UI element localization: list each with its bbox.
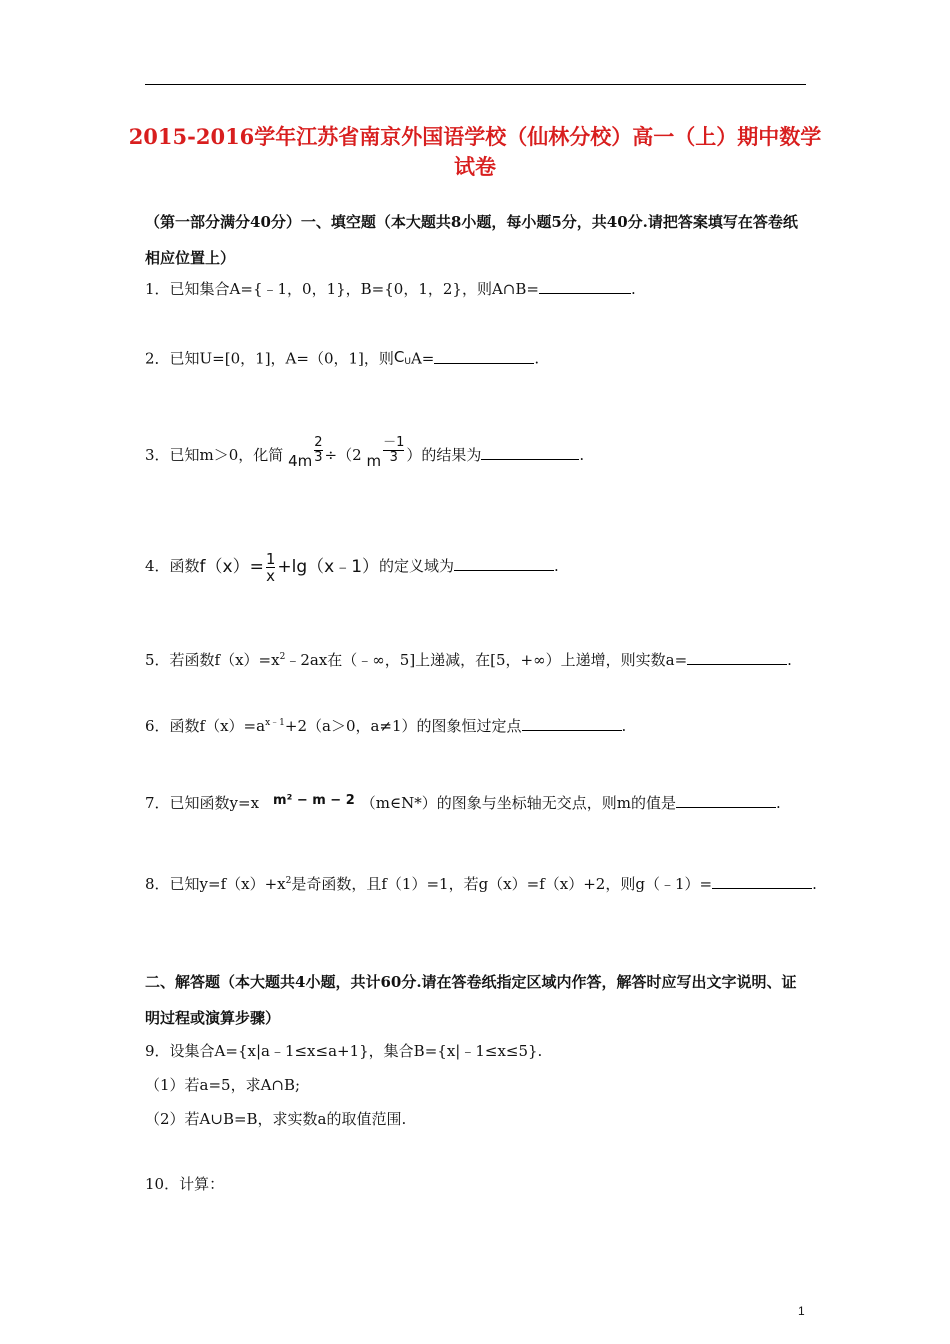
answer-blank bbox=[522, 714, 622, 731]
question-7-text-end: （m∈N*）的图象与坐标轴无交点，则m的值是 bbox=[360, 794, 676, 812]
question-10: 10．计算： bbox=[145, 1175, 225, 1193]
question-2 bbox=[145, 345, 825, 374]
answer-blank bbox=[676, 791, 776, 808]
period: . bbox=[812, 875, 817, 893]
question-9-line-1: 9．设集合A={x|a﹣1≤x≤a+1}，集合B={x|﹣1≤x≤5}. bbox=[145, 1042, 543, 1060]
question-4-text-end: 的定义域为 bbox=[379, 557, 455, 575]
answer-blank bbox=[434, 347, 534, 364]
exponent-expression: m² − m − 2 bbox=[273, 793, 355, 808]
exponent: 2 bbox=[279, 652, 286, 662]
header-rule bbox=[145, 84, 806, 85]
answer-blank bbox=[454, 554, 554, 571]
answer-blank bbox=[687, 648, 787, 665]
question-1 bbox=[145, 277, 825, 301]
period: . bbox=[621, 717, 627, 735]
question-1-text: 1．已知集合A={﹣1，0，1}，B={0，1，2}，则A∩B= bbox=[145, 280, 539, 298]
question-9-part-1: （1）若a=5，求A∩B; bbox=[145, 1076, 301, 1094]
question-2-text: 2．已知U=[0，1]，A=（0，1]，则 bbox=[145, 349, 394, 368]
question-5-text-end: ﹣2ax在（﹣∞，5]上递减，在[5，+∞）上递增，则实数a= bbox=[285, 651, 688, 669]
page-title: 2015-2016学年江苏省南京外国语学校（仙林分校）高一（上）期中数学试卷 bbox=[128, 124, 822, 179]
answer-blank bbox=[481, 443, 579, 460]
complement-symbol: $C_U$ bbox=[393, 348, 411, 367]
question-7-text: 7．已知函数y=x bbox=[145, 794, 260, 812]
question-8-text-end: 是奇函数，且f（1）=1，若g（x）=f（x）+2，则g（﹣1）= bbox=[291, 875, 713, 893]
expression-4m-power: 4m $\frac{2}{3}$ bbox=[288, 435, 323, 470]
question-8-text: 8．已知y=f（x）+x bbox=[145, 875, 286, 893]
question-6-text: 6．函数f（x）=a bbox=[145, 717, 266, 735]
question-3-text-end: ）的结果为 bbox=[406, 446, 482, 464]
question-4-text: 4．函数 bbox=[145, 557, 200, 575]
answer-blank bbox=[539, 277, 631, 294]
question-8 bbox=[145, 869, 825, 896]
period: . bbox=[554, 557, 559, 575]
period: . bbox=[534, 349, 540, 368]
question-3-text: 3．已知m＞0，化简 bbox=[145, 446, 284, 464]
answer-blank bbox=[712, 872, 812, 889]
question-9-part-2: （2）若A∪B=B，求实数a的取值范围. bbox=[145, 1110, 407, 1128]
section-heading-fill-in: （第一部分满分40分）一、填空题（本大题共8小题，每小题5分，共40分.请把答案填写在答卷纸相应位置上） bbox=[145, 213, 798, 267]
question-5-text: 5．若函数f（x）=x bbox=[145, 651, 280, 669]
section-heading-solutions: 二、解答题（本大题共4小题，共计60分.请在答卷纸指定区域内作答，解答时应写出文字说明、证明过程或演算步骤） bbox=[145, 973, 797, 1027]
division-text: ÷（2 bbox=[324, 446, 362, 464]
exponent: 2 bbox=[285, 876, 292, 886]
question-6 bbox=[145, 711, 825, 738]
exponent: x﹣1 bbox=[265, 718, 285, 728]
question-7 bbox=[145, 789, 825, 815]
expression-m-power: m $\frac{-1}{3}$ bbox=[366, 435, 405, 470]
period: . bbox=[787, 651, 792, 669]
question-5 bbox=[145, 645, 825, 672]
page-number: 1 bbox=[798, 1304, 805, 1318]
period: . bbox=[775, 794, 781, 812]
question-3 bbox=[145, 431, 825, 481]
period: . bbox=[630, 280, 636, 298]
question-2-text-end: A= bbox=[410, 349, 435, 368]
question-4 bbox=[145, 546, 825, 587]
question-6-text-end: +2（a＞0，a≠1）的图象恒过定点 bbox=[284, 717, 522, 735]
period: . bbox=[579, 446, 585, 464]
function-formula: f（x）= $\frac{1}{x}$ +lg（x﹣1） bbox=[199, 549, 380, 585]
